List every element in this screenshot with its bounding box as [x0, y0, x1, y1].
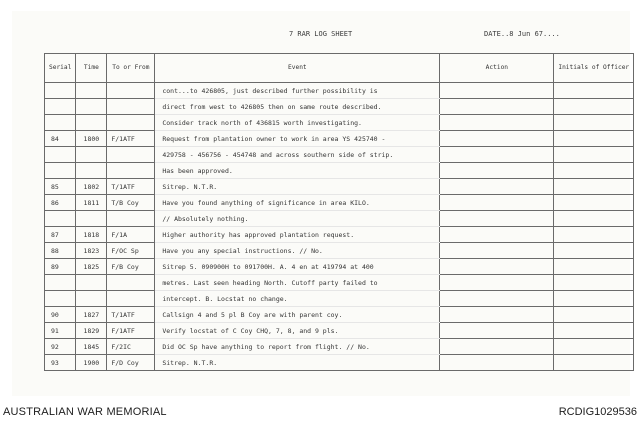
cell-to-from: [107, 147, 155, 163]
cell-serial: 85: [45, 179, 76, 195]
cell-action: [440, 259, 554, 275]
cell-action: [440, 147, 554, 163]
log-row: [45, 147, 634, 163]
log-row: [45, 339, 634, 355]
cell-action: [440, 83, 554, 99]
cell-to-from: F/1ATF: [107, 131, 155, 147]
cell-time: [76, 291, 107, 307]
cell-to-from: [107, 291, 155, 307]
cell-initials: [554, 195, 634, 211]
cell-event: Have you found anything of significance in area KILO.: [155, 195, 440, 211]
log-row: [45, 115, 634, 131]
cell-initials: [554, 291, 634, 307]
cell-action: [440, 179, 554, 195]
cell-time: 1829: [76, 323, 107, 339]
cell-initials: [554, 355, 634, 371]
cell-to-from: F/B Coy: [107, 259, 155, 275]
cell-time: [76, 115, 107, 131]
cell-serial: 87: [45, 227, 76, 243]
cell-action: [440, 99, 554, 115]
cell-to-from: T/B Coy: [107, 195, 155, 211]
cell-time: 1845: [76, 339, 107, 355]
cell-initials: [554, 323, 634, 339]
cell-event: Verify locstat of C Coy CHQ, 7, 8, and 9 pls.: [155, 323, 440, 339]
cell-serial: [45, 163, 76, 179]
cell-time: 1818: [76, 227, 107, 243]
cell-to-from: [107, 99, 155, 115]
cell-time: 1802: [76, 179, 107, 195]
cell-event: Has been approved.: [155, 163, 440, 179]
cell-serial: 84: [45, 131, 76, 147]
sheet-date: DATE..8 Jun 67....: [484, 30, 560, 38]
cell-initials: [554, 131, 634, 147]
log-row: [45, 275, 634, 291]
cell-initials: [554, 147, 634, 163]
cell-initials: [554, 83, 634, 99]
cell-event: Consider track north of 436815 worth investigating.: [155, 115, 440, 131]
cell-time: [76, 163, 107, 179]
cell-event: metres. Last seen heading North. Cutoff party failed to: [155, 275, 440, 291]
cell-serial: [45, 275, 76, 291]
cell-action: [440, 307, 554, 323]
cell-to-from: [107, 115, 155, 131]
cell-serial: [45, 291, 76, 307]
log-row: [45, 291, 634, 307]
log-row: [45, 211, 634, 227]
cell-initials: [554, 99, 634, 115]
cell-time: 1800: [76, 131, 107, 147]
cell-event: Did OC Sp have anything to report from flight. // No.: [155, 339, 440, 355]
cell-to-from: T/1ATF: [107, 179, 155, 195]
cell-event: Callsign 4 and 5 pl B Coy are with parent coy.: [155, 307, 440, 323]
cell-to-from: F/1A: [107, 227, 155, 243]
cell-time: 1825: [76, 259, 107, 275]
cell-action: [440, 115, 554, 131]
cell-initials: [554, 163, 634, 179]
cell-initials: [554, 259, 634, 275]
header-serial: Serial: [45, 54, 76, 83]
cell-event: intercept. B. Locstat no change.: [155, 291, 440, 307]
cell-to-from: F/2IC: [107, 339, 155, 355]
cell-serial: 88: [45, 243, 76, 259]
log-row: [45, 323, 634, 339]
log-row: [45, 307, 634, 323]
cell-event: Sitrep. N.T.R.: [155, 179, 440, 195]
cell-event: direct from west to 426805 then on same route described.: [155, 99, 440, 115]
cell-event: cont...to 426805, just described further possibility is: [155, 83, 440, 99]
cell-event: Sitrep 5. 090900H to 091700H. A. 4 en at 419794 at 400: [155, 259, 440, 275]
sheet-title: 7 RAR LOG SHEET: [289, 30, 353, 38]
cell-to-from: [107, 275, 155, 291]
log-row: [45, 259, 634, 275]
cell-initials: [554, 227, 634, 243]
log-row: [45, 163, 634, 179]
header-to-from: To or From: [107, 54, 155, 83]
log-row: [45, 195, 634, 211]
cell-serial: [45, 99, 76, 115]
cell-serial: 89: [45, 259, 76, 275]
cell-initials: [554, 275, 634, 291]
cell-to-from: F/D Coy: [107, 355, 155, 371]
cell-event: Request from plantation owner to work in area YS 425740 -: [155, 131, 440, 147]
cell-serial: 86: [45, 195, 76, 211]
cell-initials: [554, 211, 634, 227]
cell-time: [76, 99, 107, 115]
cell-to-from: T/1ATF: [107, 307, 155, 323]
cell-serial: 93: [45, 355, 76, 371]
cell-action: [440, 275, 554, 291]
cell-time: [76, 147, 107, 163]
cell-to-from: F/OC Sp: [107, 243, 155, 259]
cell-serial: [45, 147, 76, 163]
cell-initials: [554, 339, 634, 355]
cell-serial: [45, 115, 76, 131]
cell-action: [440, 339, 554, 355]
log-row: [45, 131, 634, 147]
cell-serial: 92: [45, 339, 76, 355]
log-row: [45, 99, 634, 115]
cell-action: [440, 195, 554, 211]
log-row: [45, 243, 634, 259]
cell-serial: [45, 211, 76, 227]
cell-action: [440, 227, 554, 243]
cell-event: // Absolutely nothing.: [155, 211, 440, 227]
cell-to-from: [107, 211, 155, 227]
cell-initials: [554, 243, 634, 259]
cell-action: [440, 131, 554, 147]
cell-event: Higher authority has approved plantation request.: [155, 227, 440, 243]
cell-action: [440, 211, 554, 227]
record-id: RCDIG1029536: [558, 406, 637, 418]
cell-time: [76, 83, 107, 99]
header-row: [45, 54, 634, 83]
cell-event: 429758 - 456756 - 454748 and across southern side of strip.: [155, 147, 440, 163]
cell-action: [440, 163, 554, 179]
institution-credit: AUSTRALIAN WAR MEMORIAL: [3, 406, 167, 418]
cell-time: 1811: [76, 195, 107, 211]
cell-serial: 91: [45, 323, 76, 339]
cell-action: [440, 323, 554, 339]
log-row: [45, 179, 634, 195]
cell-initials: [554, 307, 634, 323]
cell-serial: 90: [45, 307, 76, 323]
header-time: Time: [76, 54, 107, 83]
cell-action: [440, 291, 554, 307]
cell-event: Sitrep. N.T.R.: [155, 355, 440, 371]
log-table: [44, 53, 634, 371]
cell-serial: [45, 83, 76, 99]
cell-time: 1823: [76, 243, 107, 259]
cell-action: [440, 243, 554, 259]
cell-event: Have you any special instructions. // No.: [155, 243, 440, 259]
cell-to-from: [107, 163, 155, 179]
cell-to-from: F/1ATF: [107, 323, 155, 339]
cell-time: 1900: [76, 355, 107, 371]
log-row: [45, 227, 634, 243]
log-row: [45, 83, 634, 99]
cell-to-from: [107, 83, 155, 99]
header-event: Event: [155, 54, 440, 83]
header-initials: Initials of Officer: [554, 54, 634, 83]
log-row: [45, 355, 634, 371]
cell-initials: [554, 179, 634, 195]
cell-time: [76, 211, 107, 227]
cell-time: 1827: [76, 307, 107, 323]
cell-initials: [554, 115, 634, 131]
cell-action: [440, 355, 554, 371]
header-action: Action: [440, 54, 554, 83]
cell-time: [76, 275, 107, 291]
